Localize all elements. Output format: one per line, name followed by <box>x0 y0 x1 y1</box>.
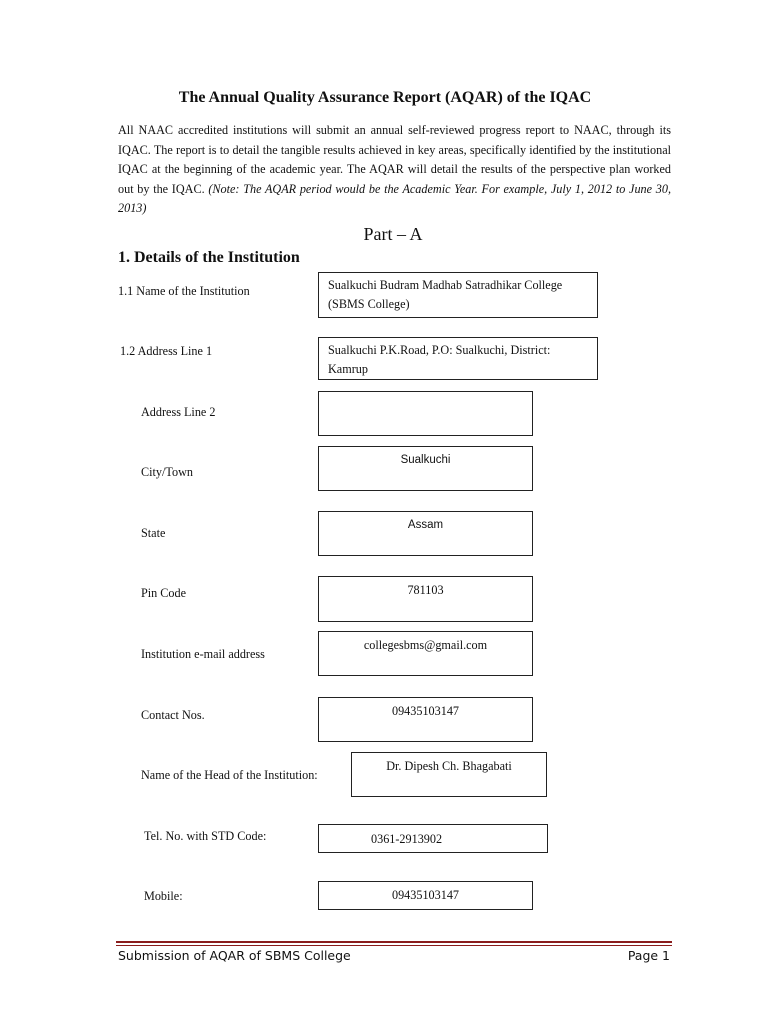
document-title: The Annual Quality Assurance Report (AQAR) of the IQAC <box>178 89 592 106</box>
email-field[interactable]: collegesbms@gmail.com <box>318 631 533 676</box>
intro-paragraph <box>118 121 671 219</box>
email-label: Institution e-mail address <box>141 647 265 661</box>
part-heading: Part – A <box>363 224 423 244</box>
state-field[interactable]: Assam <box>318 511 533 556</box>
institution-name-label: 1.1 Name of the Institution <box>118 284 250 298</box>
institution-name-field[interactable] <box>318 272 598 318</box>
pin-code-label: Pin Code <box>141 586 187 600</box>
intro-text: All NAAC accredited institutions will submit an annual self-reviewed progress report to NAAC, through its IQAC. The report is to detail the tangible results achieved in key areas, specifically identified by the institutional IQAC at the beginning of the academic year. The AQAR will detail the results of the perspective plan worked out by the IQAC. <box>118 123 671 196</box>
section-heading: 1. Details of the Institution <box>118 249 300 266</box>
address-line1-label: 1.2 Address Line 1 <box>120 344 213 358</box>
page-number: Page 1 <box>627 948 670 963</box>
state-label: State <box>141 526 166 540</box>
address-line2-field[interactable] <box>318 391 533 436</box>
intro-note: (Note: The AQAR period would be the Academic Year. For example, July 1, 2012 to June 30, 2013) <box>118 181 671 215</box>
tel-label: Tel. No. with STD Code: <box>144 829 267 843</box>
contact-label: Contact Nos. <box>141 708 205 722</box>
footer-divider <box>116 941 672 943</box>
address-line2-label: Address Line 2 <box>141 405 216 419</box>
mobile-field[interactable]: 09435103147 <box>318 881 533 910</box>
city-label: City/Town <box>141 465 193 479</box>
head-label: Name of the Head of the Institution: <box>141 768 318 782</box>
city-field[interactable]: Sualkuchi <box>318 446 533 491</box>
footer-divider-thin <box>116 945 672 946</box>
footer-text: Submission of AQAR of SBMS College <box>118 948 351 963</box>
institution-name-line1: Sualkuchi Budram Madhab Satradhikar College <box>328 278 563 292</box>
contact-field[interactable]: 09435103147 <box>318 697 533 742</box>
institution-name-line2: (SBMS College) <box>328 297 410 311</box>
mobile-label: Mobile: <box>144 889 183 903</box>
address-line1-line2: Kamrup <box>328 362 368 376</box>
address-line1-field[interactable] <box>318 337 598 380</box>
tel-field[interactable]: 0361-2913902 <box>318 824 548 853</box>
head-field[interactable]: Dr. Dipesh Ch. Bhagabati <box>351 752 547 797</box>
pin-code-field[interactable]: 781103 <box>318 576 533 622</box>
address-line1-line1: Sualkuchi P.K.Road, P.O: Sualkuchi, District: <box>328 343 551 357</box>
